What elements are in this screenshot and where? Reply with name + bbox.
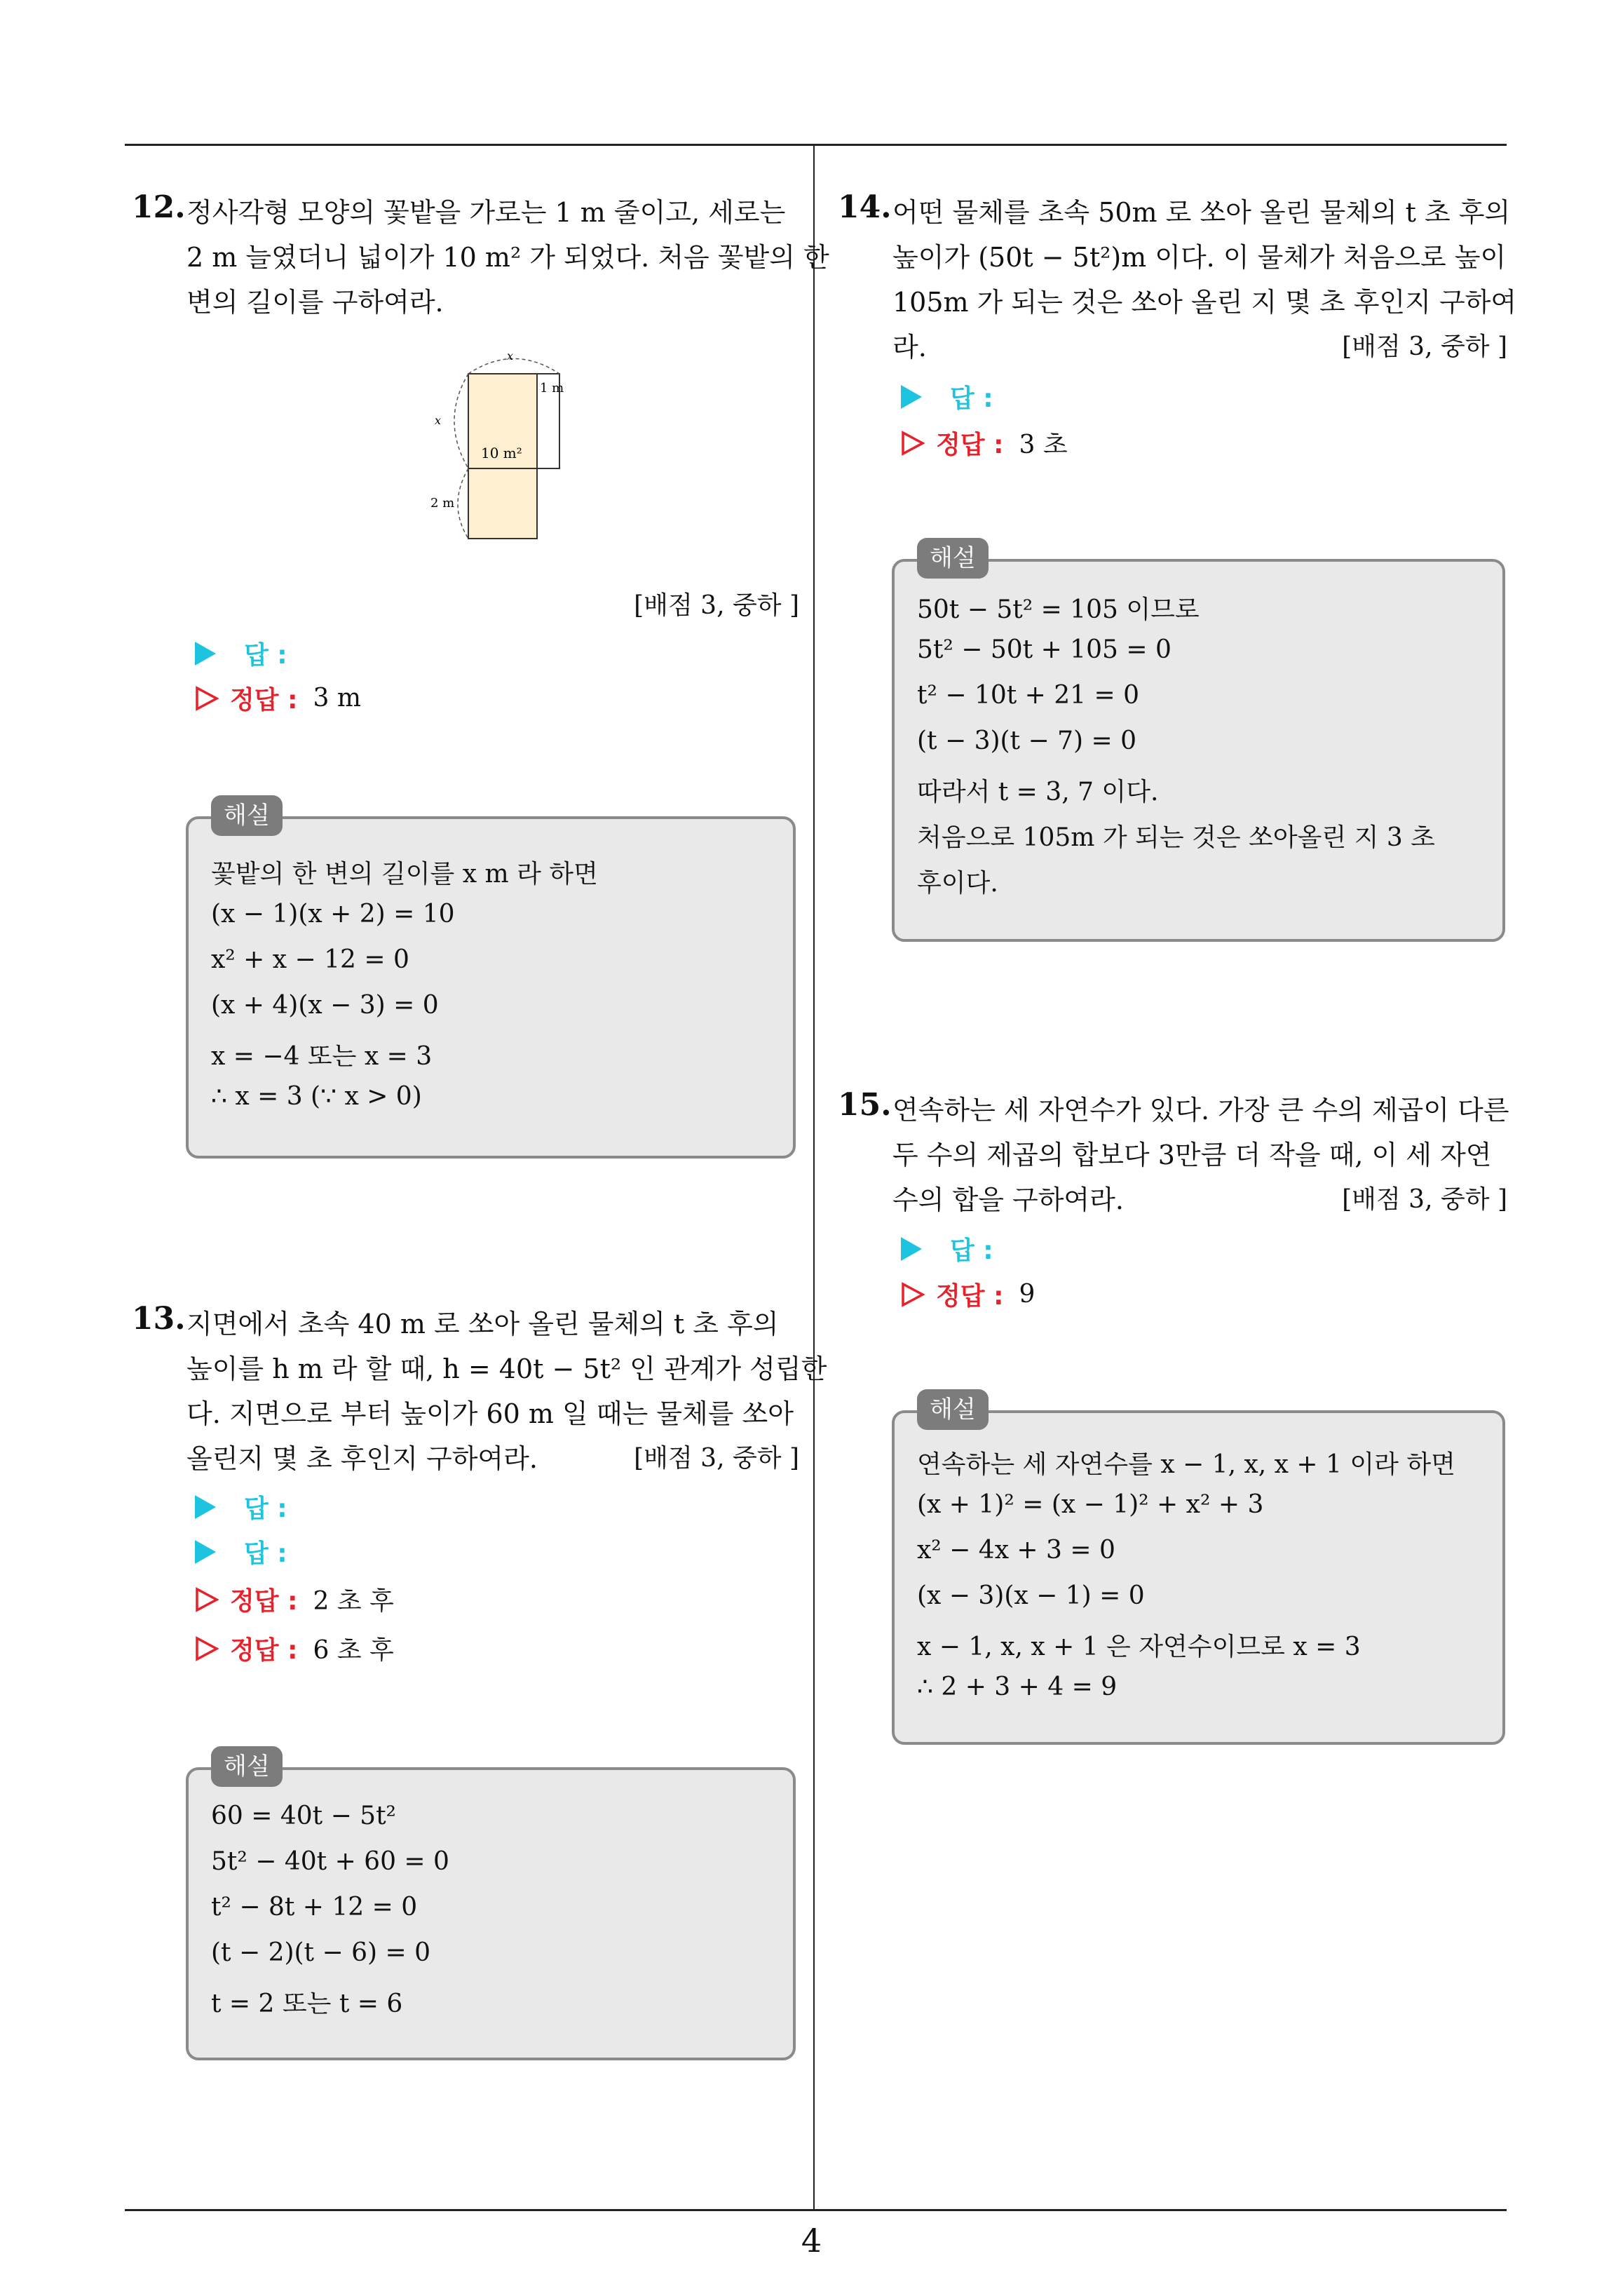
solution-value: 9 [1019, 1280, 1035, 1309]
explanation-line: t = 2 또는 t = 6 [211, 1990, 403, 2018]
bottom-rule [125, 2209, 1507, 2211]
problem-text: 두 수의 제곱의 합보다 3만큼 더 작을 때, 이 세 자연 [892, 1140, 1492, 1170]
figure-right-label: 1 m [540, 381, 564, 396]
problem-text: 정사각형 모양의 꽃밭을 가로는 1 m 줄이고, 세로는 [186, 197, 786, 228]
answer-row [195, 1534, 287, 1569]
problem-13 [132, 1301, 827, 1694]
answer-label: 답 : [244, 1494, 287, 1523]
solution-row [901, 1276, 1035, 1312]
page-number: 4 [801, 2222, 822, 2260]
top-rule [125, 144, 1507, 146]
explanation-line: ∴ x = 3 (∵ x > 0) [211, 1082, 422, 1111]
answer-row [901, 1231, 993, 1267]
solution-row [195, 1581, 394, 1617]
figure-bottom-label: 2 m [430, 496, 455, 511]
problem-text: 어떤 물체를 초속 50m 로 쏘아 올린 물체의 t 초 후의 [892, 197, 1511, 228]
solution-label: 정답 : [936, 1282, 1004, 1311]
explanation-line: t² − 10t + 21 = 0 [917, 681, 1140, 710]
explanation-line: 연속하는 세 자연수를 x − 1, x, x + 1 이라 하면 [917, 1450, 1455, 1479]
explanation-line: 5t² − 50t + 105 = 0 [917, 635, 1172, 664]
explanation-tab: 해설 [211, 795, 283, 836]
figure-area-label: 10 m² [481, 445, 522, 461]
outline-triangle-icon [901, 431, 925, 456]
score-label: [배점 3, 중하 ] [1342, 332, 1507, 361]
solution-row [195, 680, 361, 716]
solution-value: 3 초 [1019, 431, 1068, 459]
score-label: [배점 3, 중하 ] [634, 591, 799, 620]
score-label: [배점 3, 중하 ] [1342, 1185, 1507, 1214]
figure-side-label: x [435, 414, 442, 427]
answer-label: 답 : [244, 1539, 287, 1568]
explanation-line: x = −4 또는 x = 3 [211, 1042, 433, 1071]
figure-top-label: x [507, 349, 514, 363]
problem-text: 라. [892, 332, 927, 363]
problem-text: 변의 길이를 구하여라. [186, 287, 444, 318]
solution-value: 2 초 후 [313, 1587, 394, 1616]
explanation-line: 5t² − 40t + 60 = 0 [211, 1847, 449, 1876]
explanation-line: ∴ 2 + 3 + 4 = 9 [917, 1673, 1118, 1701]
problem-number: 14. [838, 189, 892, 225]
explanation-box [186, 1753, 796, 2060]
problem-text: 높이가 (50t − 5t²)m 이다. 이 물체가 처음으로 높이 [892, 242, 1507, 273]
explanation-line: (t − 2)(t − 6) = 0 [211, 1938, 430, 1967]
filled-triangle-icon [901, 385, 922, 409]
flowerbed-figure [419, 347, 602, 551]
explanation-line: x − 1, x, x + 1 은 자연수이므로 x = 3 [917, 1633, 1361, 1661]
explanation-line: t² − 8t + 12 = 0 [211, 1893, 418, 1922]
explanation-box [186, 802, 796, 1159]
explanation-line: 후이다. [917, 869, 998, 898]
explanation-tab: 해설 [211, 1746, 283, 1787]
solution-label: 정답 : [230, 1587, 298, 1616]
problem-number: 15. [838, 1087, 892, 1123]
solution-row [901, 425, 1068, 461]
explanation-tab: 해설 [917, 1389, 989, 1430]
problem-number: 12. [132, 189, 186, 225]
explanation-line: x² − 4x + 3 = 0 [917, 1536, 1115, 1565]
solution-label: 정답 : [230, 686, 298, 715]
explanation-tab: 해설 [917, 538, 989, 579]
problem-text: 다. 지면으로 부터 높이가 60 m 일 때는 물체를 쏘아 [186, 1398, 794, 1429]
solution-value: 6 초 후 [313, 1636, 394, 1665]
solution-label: 정답 : [936, 431, 1004, 459]
problem-text: 연속하는 세 자연수가 있다. 가장 큰 수의 제곱이 다른 [892, 1095, 1509, 1126]
explanation-line: (x − 3)(x − 1) = 0 [917, 1581, 1145, 1610]
outline-triangle-icon [901, 1282, 925, 1307]
filled-triangle-icon [901, 1237, 922, 1261]
solution-label: 정답 : [230, 1636, 298, 1665]
column-divider [813, 144, 815, 2211]
outline-triangle-icon [195, 1636, 219, 1661]
answer-label: 답 : [950, 384, 993, 413]
outline-triangle-icon [195, 1587, 219, 1612]
solution-value: 3 m [313, 684, 361, 713]
answer-label: 답 : [244, 641, 287, 670]
problem-text: 수의 합을 구하여라. [892, 1184, 1124, 1215]
problem-text: 105m 가 되는 것은 쏘아 올린 지 몇 초 후인지 구하여 [892, 287, 1517, 318]
problem-text: 2 m 늘였더니 넓이가 10 m² 가 되었다. 처음 꽃밭의 한 [186, 242, 829, 273]
answer-row [901, 379, 993, 414]
explanation-line: (x + 4)(x − 3) = 0 [211, 991, 439, 1020]
problem-number: 13. [132, 1301, 186, 1337]
explanation-line: 처음으로 105m 가 되는 것은 쏘아올린 지 3 초 [917, 823, 1435, 852]
score-label: [배점 3, 중하 ] [634, 1444, 799, 1473]
answer-row [195, 635, 287, 671]
problem-15 [838, 1087, 1507, 1325]
problem-14 [838, 189, 1517, 470]
explanation-line: 50t − 5t² = 105 이므로 [917, 595, 1200, 624]
answer-label: 답 : [950, 1236, 993, 1265]
explanation-line: 꽃밭의 한 변의 길이를 x m 라 하면 [211, 860, 598, 889]
filled-triangle-icon [195, 642, 216, 666]
explanation-line: 따라서 t = 3, 7 이다. [917, 778, 1159, 806]
filled-triangle-icon [195, 1540, 216, 1564]
problem-text: 지면에서 초속 40 m 로 쏘아 올린 물체의 t 초 후의 [186, 1309, 779, 1339]
explanation-line: 60 = 40t − 5t² [211, 1802, 396, 1830]
explanation-box [892, 544, 1505, 942]
solution-row [195, 1630, 394, 1666]
explanation-line: (t − 3)(t − 7) = 0 [917, 727, 1136, 755]
explanation-box [892, 1396, 1505, 1745]
answer-row [195, 1489, 287, 1525]
explanation-line: (x − 1)(x + 2) = 10 [211, 900, 455, 928]
problem-text: 높이를 h m 라 할 때, h = 40t − 5t² 인 관계가 성립한 [186, 1353, 827, 1384]
explanation-line: x² + x − 12 = 0 [211, 945, 409, 974]
outline-triangle-icon [195, 686, 219, 711]
problem-text: 올린지 몇 초 후인지 구하여라. [186, 1443, 538, 1474]
explanation-line: (x + 1)² = (x − 1)² + x² + 3 [917, 1490, 1264, 1519]
filled-triangle-icon [195, 1495, 216, 1519]
